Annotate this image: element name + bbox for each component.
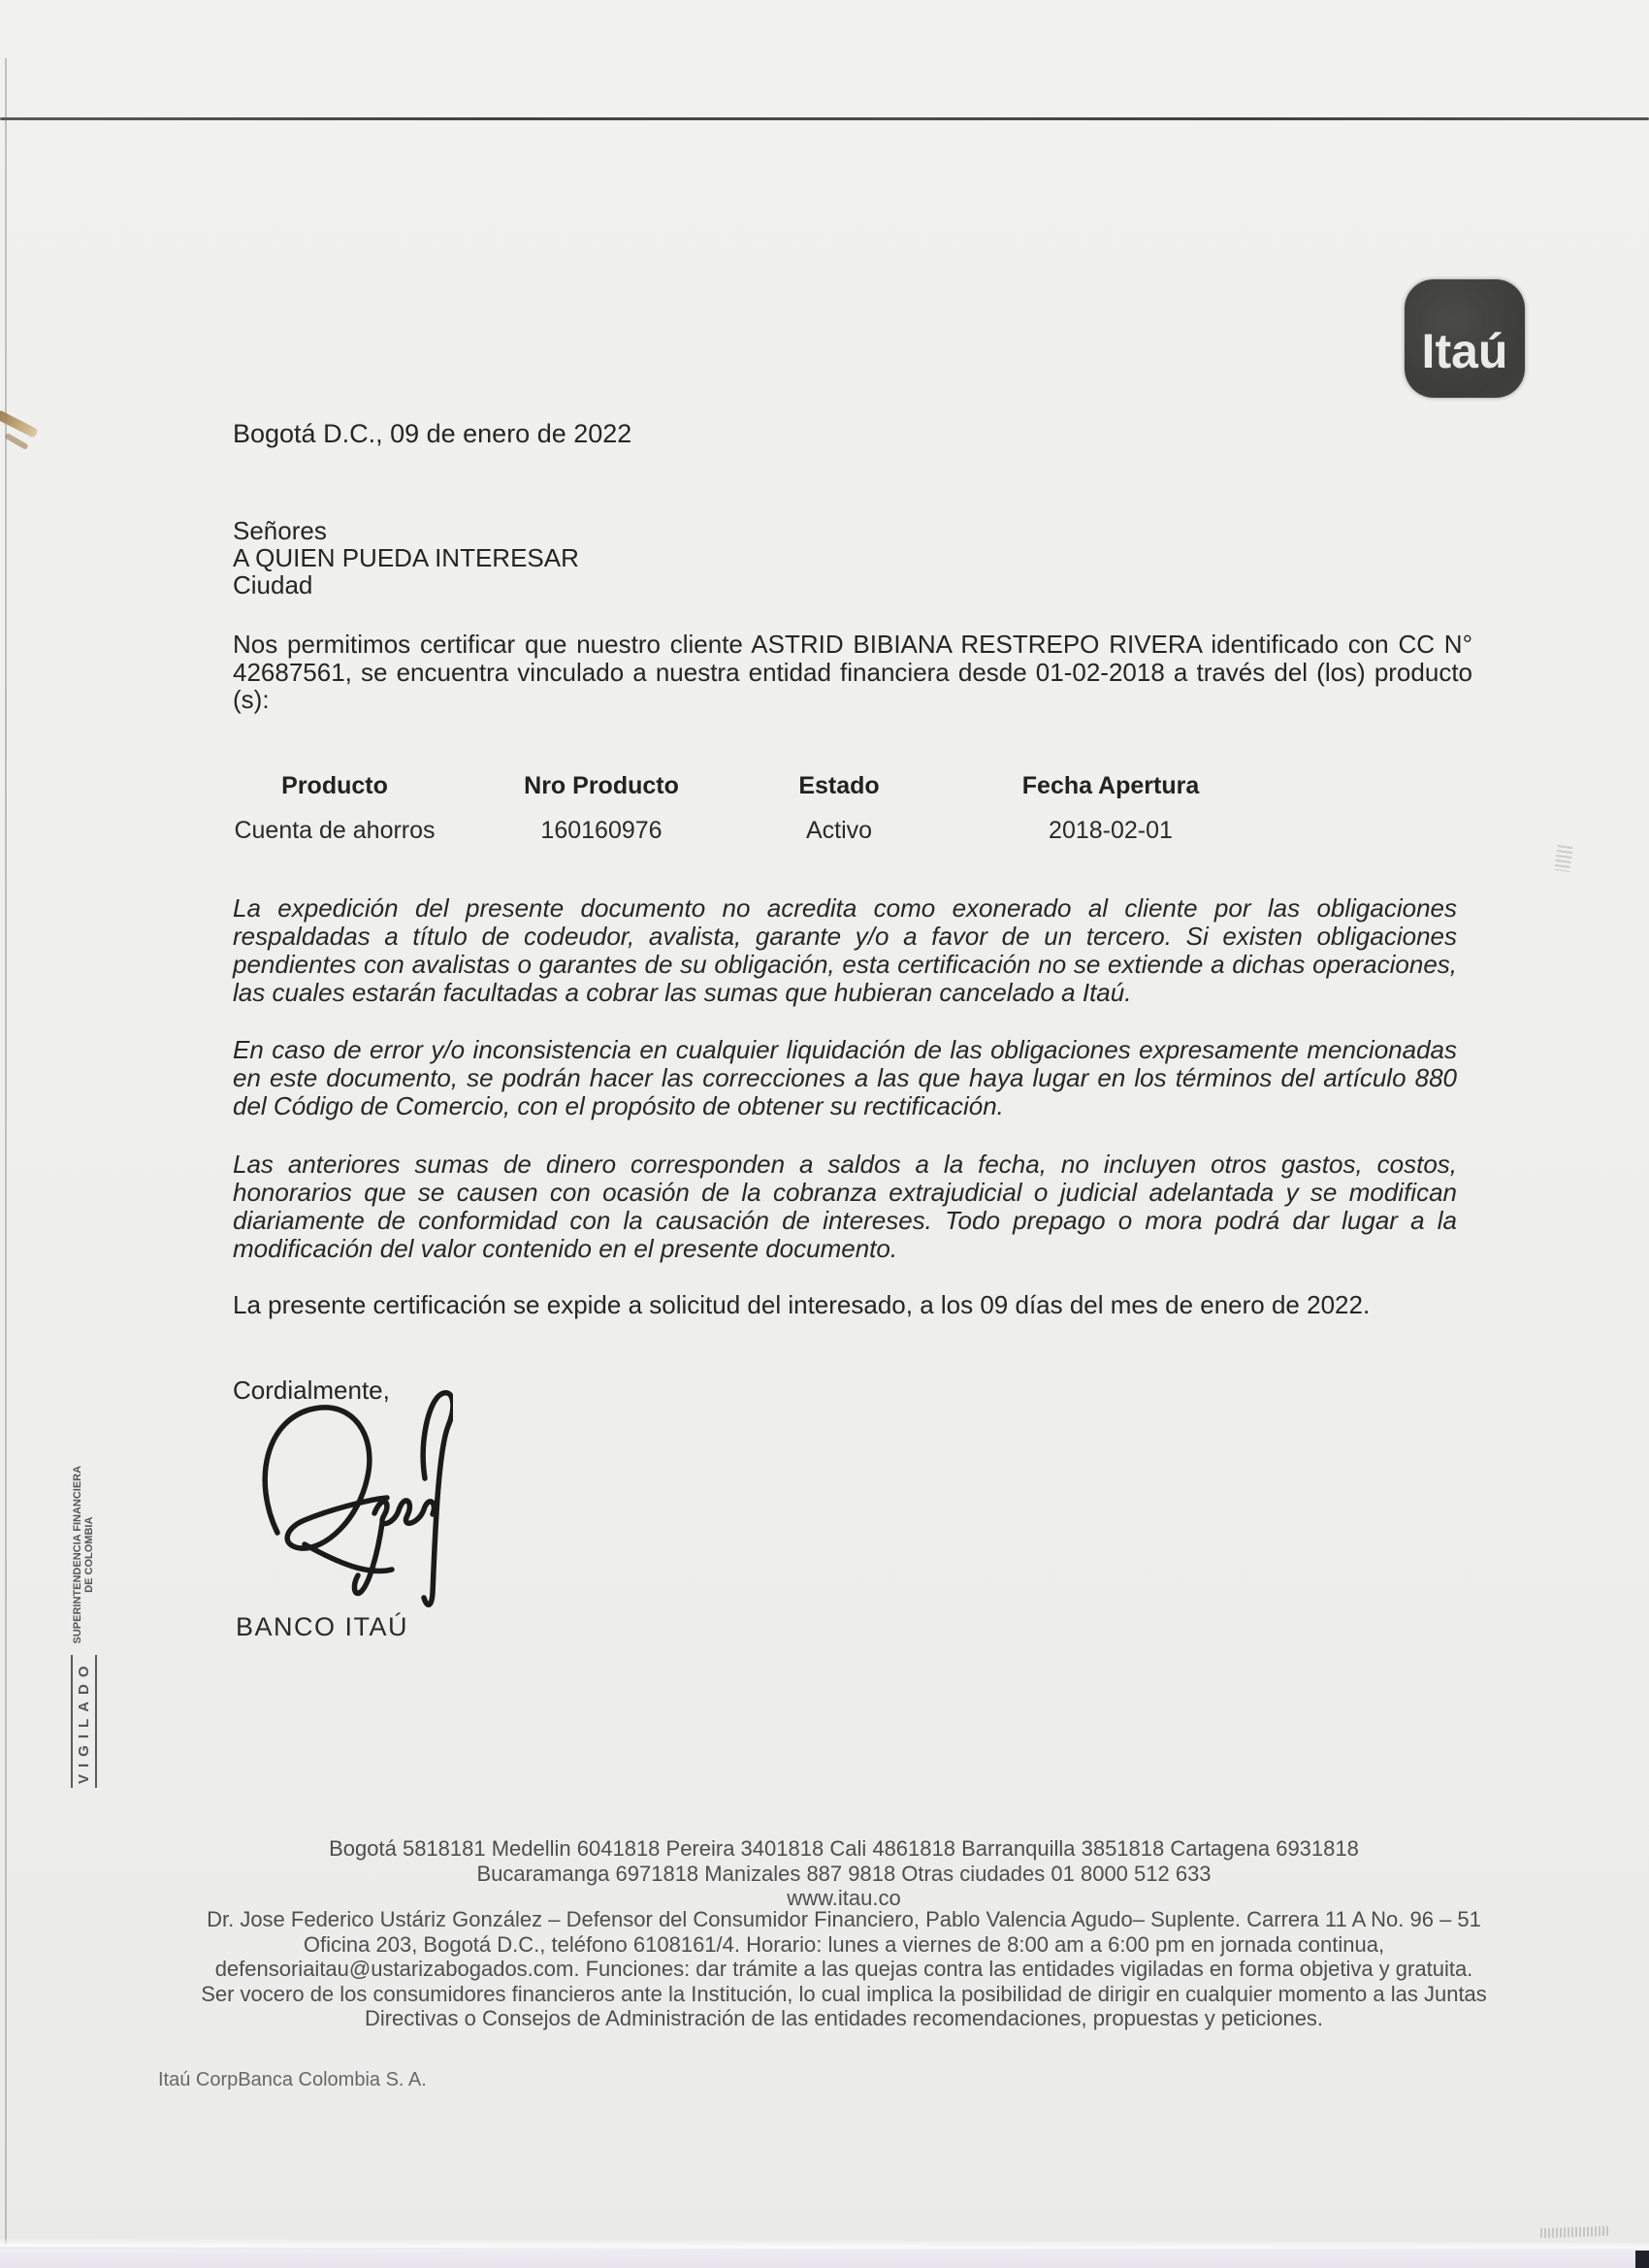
products-table-header-row (175, 772, 1280, 800)
legal-paragraph-1: La expedición del presente documento no acredita como exonerado al cliente por las obligaciones respaldadas a título de codeudor, avalista, garante y/o a favor de un tercero. Si existen obligaciones pendientes con avalistas o garantes de su obligación, esta certificación no se extiende a dichas operaciones, las cuales estarán facultadas a cobrar las sumas que hubieran cancelado a Itaú. (233, 893, 1457, 1007)
cell-nro-producto: 160160976 (540, 817, 663, 844)
paper-stain-mark-2 (4, 433, 29, 450)
scan-smudge (1554, 845, 1572, 872)
signature (244, 1385, 453, 1628)
signoff: Cordialmente, (233, 1376, 390, 1405)
recipient-city: Ciudad (233, 570, 313, 599)
scan-left-edge-line (5, 58, 7, 2246)
col-header-producto: Producto (281, 772, 388, 799)
vigilado-entity-line2: DE COLOMBIA (83, 1516, 95, 1593)
date-line: Bogotá D.C., 09 de enero de 2022 (233, 419, 632, 448)
footer-defensor-text: Dr. Jose Federico Ustáriz González – Defensor del Consumidor Financiero, Pablo Valencia Agudo– Suplente. Carrera 11 A No. 96 – 51 Oficina 203, Bogotá D.C., teléfono 6108161/4. Horario: lunes a viernes de 8:00 am a 6:00 pm en jornada continua, defensoriaitau@ustarizabogados.com. Funciones: dar trámite a las quejas contra las entidades vigiladas en forma objetiva y gratuita. Ser vocero de los consumidores financieros ante la Institución, lo cual implica la posibilidad de dirigir en cualquier momento a las Juntas Directivas o Consejos de Administración de las entidades recomendaciones, propuestas y peticiones. (201, 1907, 1487, 2030)
scan-bottom-strip (0, 2249, 1649, 2268)
vigilado-word: VIGILADO (71, 1655, 97, 1788)
vigilado-entity (72, 1466, 96, 1644)
cell-estado: Activo (805, 817, 873, 844)
col-header-nro-producto: Nro Producto (524, 772, 679, 799)
vigilado-stamp (54, 1465, 113, 1788)
recipient-name: A QUIEN PUEDA INTERESAR (233, 543, 579, 572)
footer-phones-line1: Bogotá 5818181 Medellin 6041818 Pereira 3401818 Cali 4861818 Barranquilla 3851818 Cartagena 6931818 (329, 1836, 1359, 1861)
signer-name: BANCO ITAÚ (236, 1612, 409, 1641)
products-table (175, 772, 1280, 845)
recipient-salutation: Señores (233, 516, 327, 545)
paper-top-edge-line (0, 117, 1649, 120)
intro-paragraph: Nos permitimos certificar que nuestro cliente ASTRID BIBIANA RESTREPO RIVERA identificado con CC N° 42687561, se encuentra vinculado a nuestra entidad financiera desde 01-02-2018 a través del (los) producto (s): (233, 630, 1472, 715)
legal-paragraph-2: En caso de error y/o inconsistencia en cualquier liquidación de las obligaciones expresamente mencionadas en este documento, se podrán hacer las correcciones a las que haya lugar en los términos del artículo 880 del Código de Comercio, con el propósito de obtener su rectificación. (233, 1035, 1457, 1120)
col-header-estado: Estado (798, 772, 880, 799)
itau-logo-text: Itaú (1421, 324, 1508, 378)
vigilado-entity-line1: SUPERINTENDENCIA FINANCIERA (71, 1465, 83, 1644)
col-header-fecha-apertura: Fecha Apertura (1021, 772, 1200, 799)
legal-paragraph-3: Las anteriores sumas de dinero corresponden a saldos a la fecha, no incluyen otros gastos, costos, honorarios que se causen con ocasión de la cobranza extrajudicial o judicial adelantada y se modifican diariamente de conformidad con la causación de intereses. Todo prepago o mora podrá dar lugar a la modificación del valor contenido en el presente documento. (233, 1150, 1457, 1263)
scan-bottom-noise (1540, 2226, 1608, 2238)
scan-bottom-corner (1635, 2251, 1649, 2268)
footer-website: www.itau.co (787, 1886, 901, 1910)
closing-paragraph: La presente certificación se expide a solicitud del interesado, a los 09 días del mes de enero de 2022. (233, 1290, 1371, 1319)
footer-phones-line2: Bucaramanga 6971818 Manizales 887 9818 Otras ciudades 01 8000 512 633 (476, 1861, 1212, 1886)
footer-contact-block (194, 1836, 1494, 1911)
footer-company-line: Itaú CorpBanca Colombia S. A. (158, 2069, 427, 2090)
cell-producto: Cuenta de ahorros (234, 817, 436, 844)
itau-logo (1405, 279, 1525, 398)
signature-scribble (244, 1385, 453, 1623)
cell-fecha-apertura: 2018-02-01 (1049, 817, 1173, 844)
products-table-row (175, 817, 1280, 845)
vigilado-stamp-rotated (54, 1465, 113, 1788)
recipient-block (233, 517, 579, 599)
